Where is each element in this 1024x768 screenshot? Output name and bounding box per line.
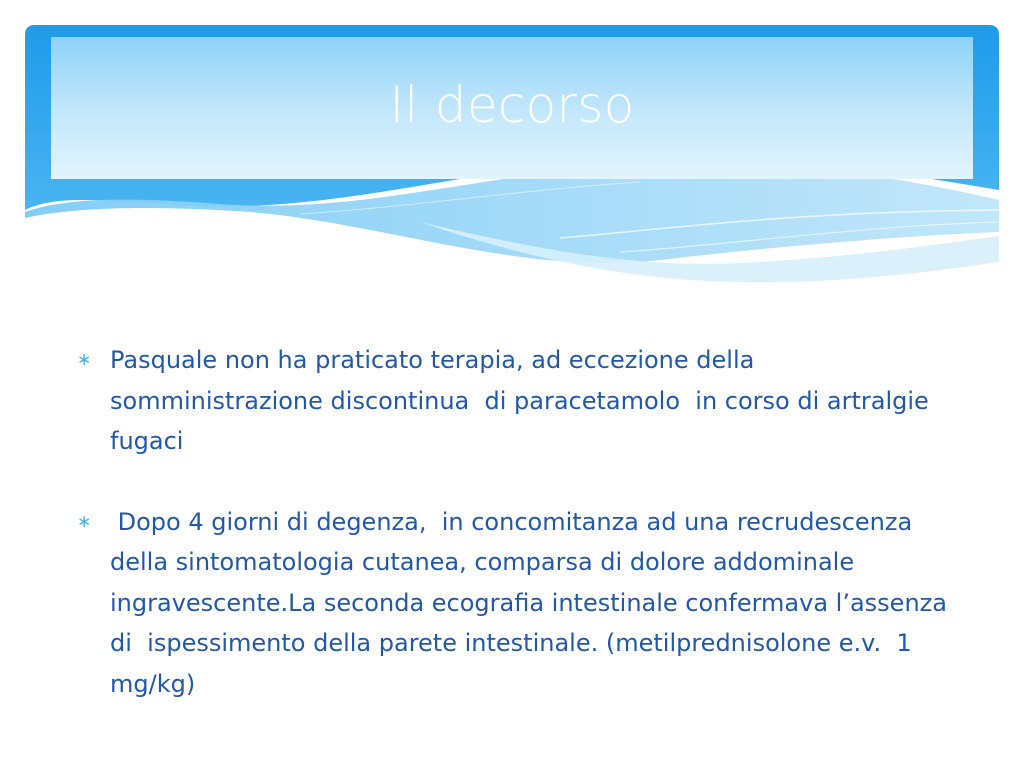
asterisk-bullet-icon: ∗	[77, 350, 92, 370]
title-box	[51, 37, 973, 179]
slide-title: Il decorso	[389, 76, 635, 134]
bullet-text: Dopo 4 giorni di degenza, in concomitanza ad una recrudescenza della sintomatologia cutanea, comparsa di dolore addominale ingravescente.La seconda ecografia intestinale confermava l’assenza di ispessimento della parete intestinale. (metilprednisolone e.v. 1 mg/kg)	[110, 507, 955, 698]
bullet-text: Pasquale non ha praticato terapia, ad eccezione della somministrazione discontinua di paracetamolo in corso di artralgie fugaci	[110, 346, 937, 455]
bullet-list	[74, 340, 974, 704]
bullet-item	[74, 502, 974, 705]
bullet-item	[74, 340, 974, 462]
asterisk-bullet-icon: ∗	[77, 511, 92, 532]
